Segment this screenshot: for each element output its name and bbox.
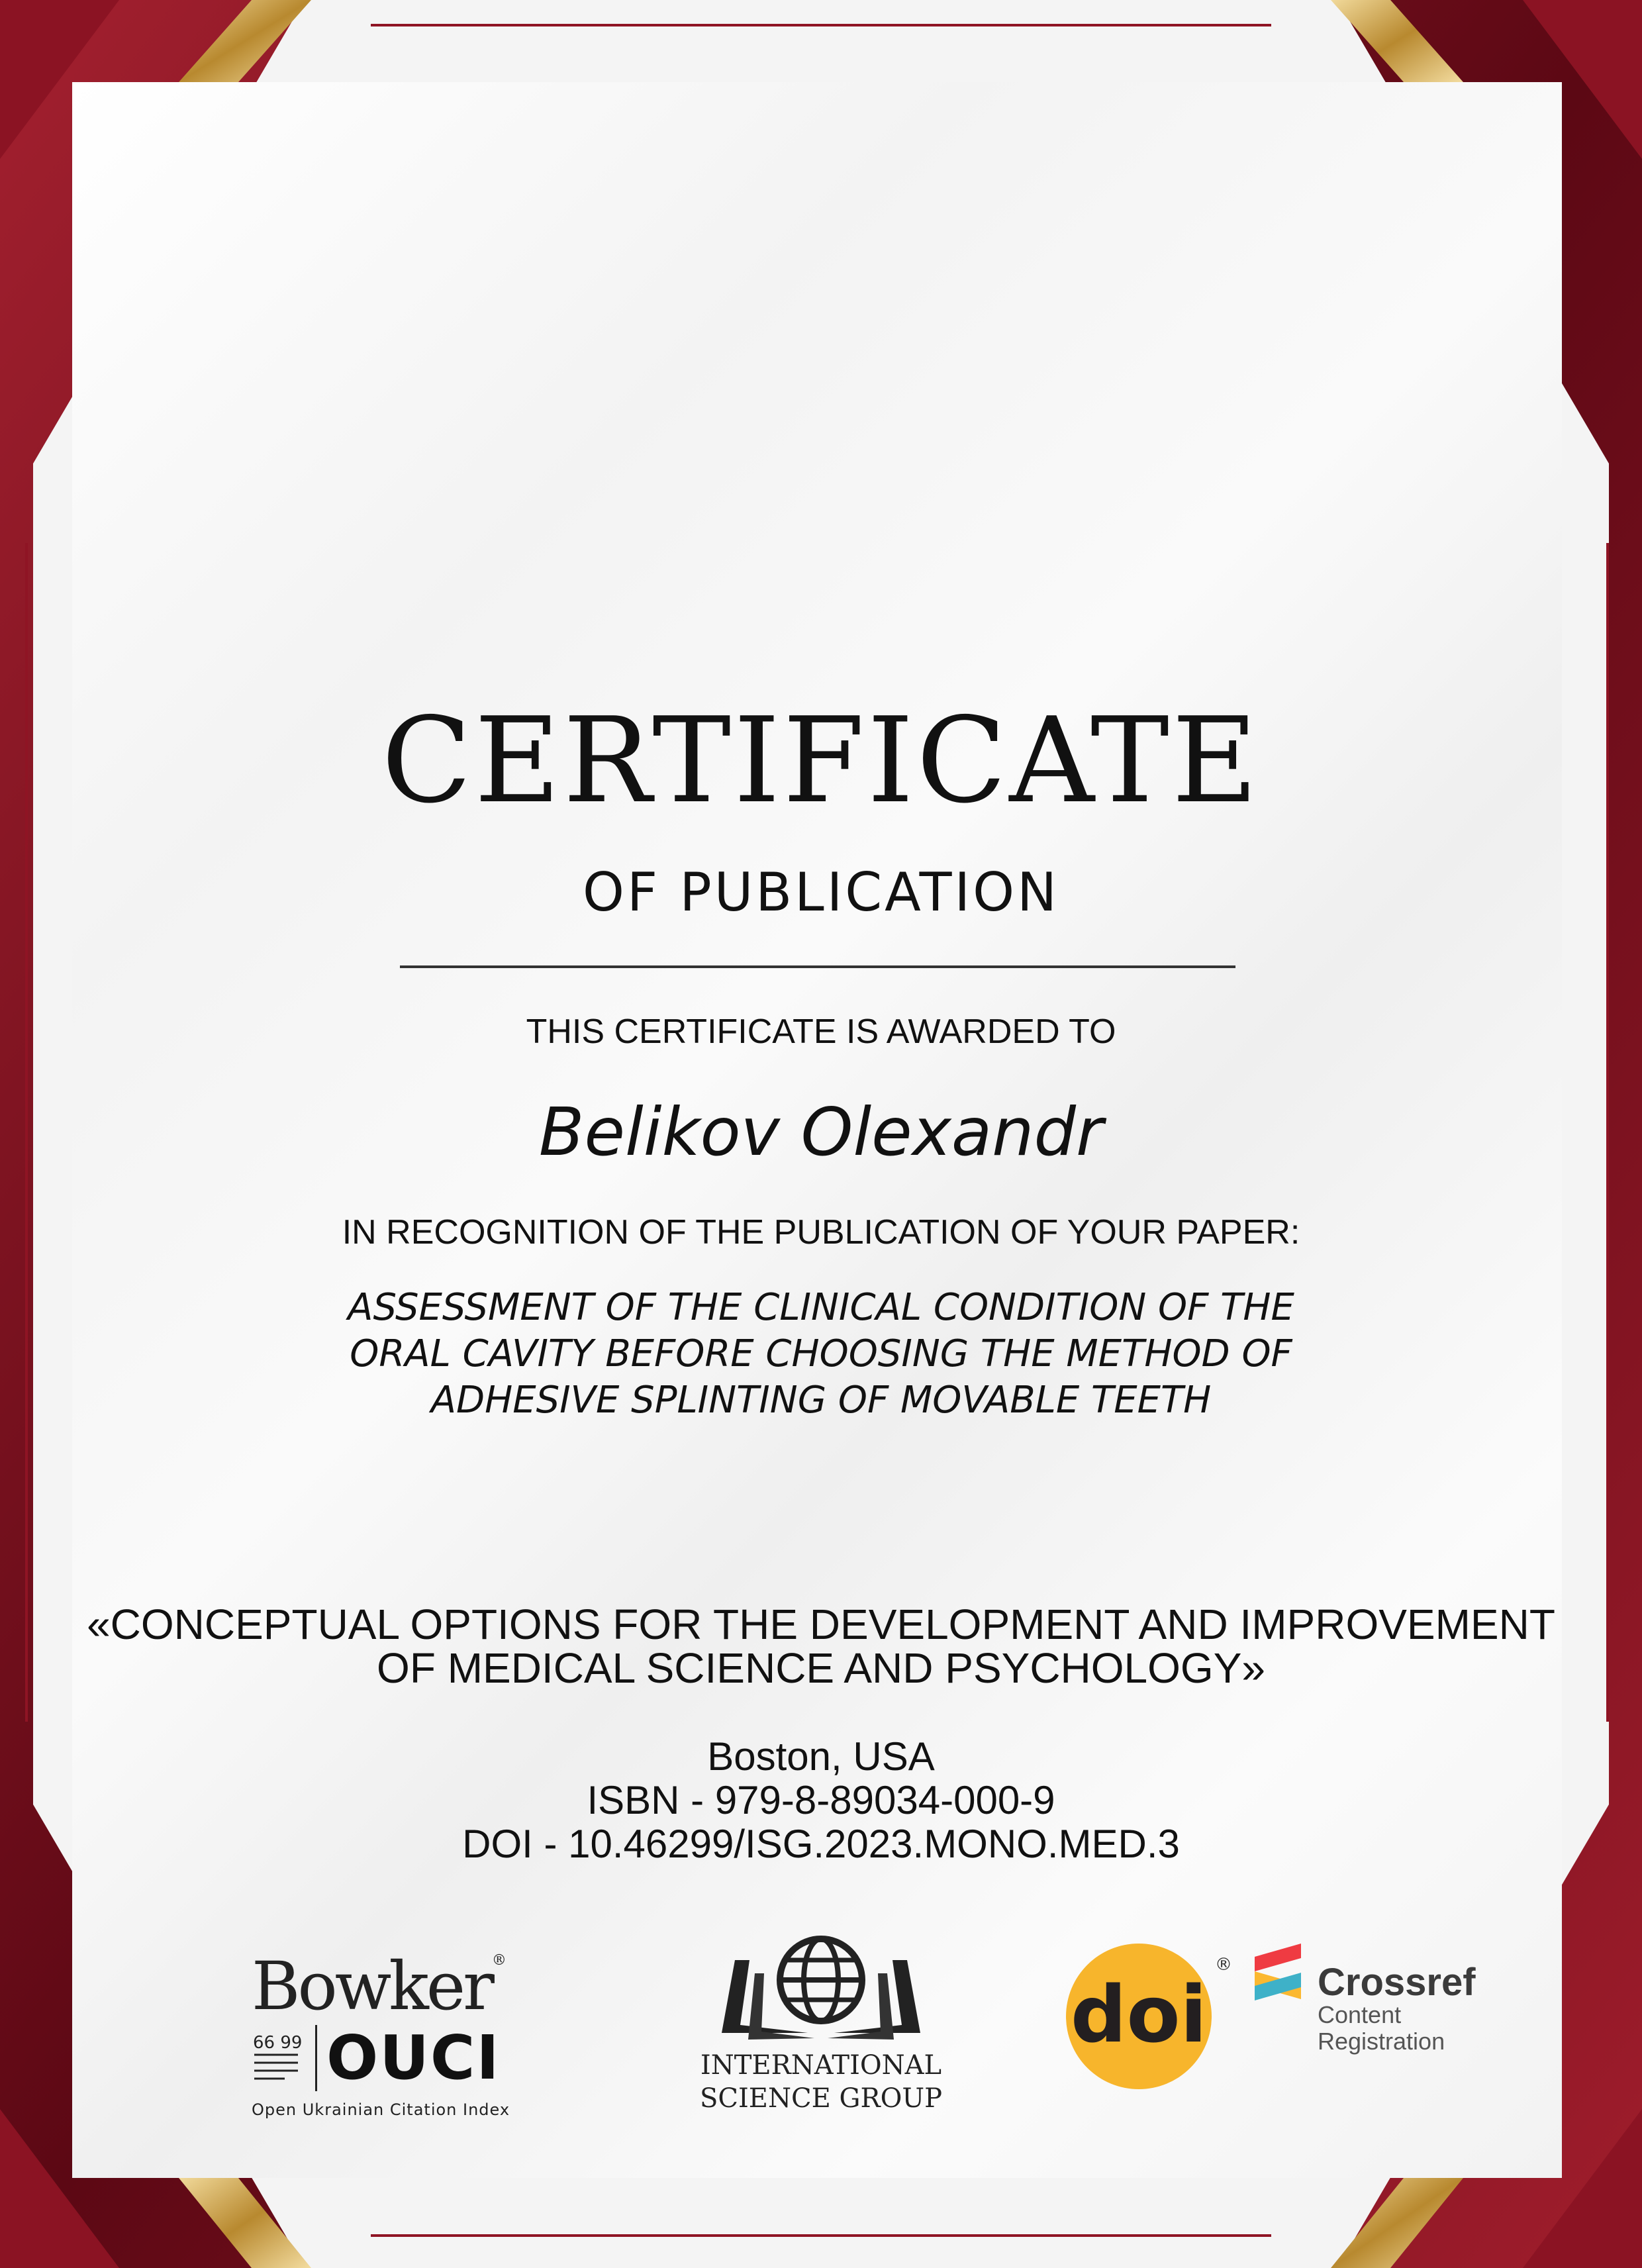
title-divider	[400, 965, 1235, 968]
conference-title	[0, 1602, 1642, 1690]
ouci-caption: Open Ukrainian Citation Index	[252, 2100, 510, 2119]
paper-title-line: ADHESIVE SPLINTING OF MOVABLE TEETH	[430, 1379, 1212, 1422]
isg-line2: SCIENCE GROUP	[699, 2083, 942, 2114]
publication-details	[0, 1735, 1642, 1866]
paper-title	[0, 1285, 1642, 1424]
doi-number: DOI - 10.46299/ISG.2023.MONO.MED.3	[462, 1822, 1180, 1866]
recognition-label: IN RECOGNITION OF THE PUBLICATION OF YOUR PAPER:	[342, 1213, 1300, 1252]
quote-mark-icon	[252, 2028, 309, 2088]
conference-title-line: OF MEDICAL SCIENCE AND PSYCHOLOGY»	[377, 1644, 1265, 1692]
paper-title-line: ORAL CAVITY BEFORE CHOOSING THE METHOD OF	[350, 1332, 1292, 1375]
bowker-logo: Bowker®	[252, 1948, 504, 2025]
crossref-line1: Content	[1318, 2001, 1402, 2028]
doi-logo	[1066, 1937, 1232, 2096]
certificate-subtitle: OF PUBLICATION	[583, 862, 1059, 923]
bowker-ouci-logo	[252, 1948, 543, 2126]
conference-title-line: «CONCEPTUAL OPTIONS FOR THE DEVELOPMENT AND IMPROVEMENT	[87, 1601, 1555, 1648]
svg-text:®: ®	[1215, 1955, 1232, 1975]
certificate-title: CERTIFICATE	[381, 692, 1261, 829]
paper-title-line: ASSESSMENT OF THE CLINICAL CONDITION OF THE	[348, 1286, 1294, 1329]
awarded-to-label: THIS CERTIFICATE IS AWARDED TO	[526, 1012, 1116, 1051]
crossref-word: Crossref	[1318, 1961, 1476, 2004]
isbn: ISBN - 979-8-89034-000-9	[587, 1778, 1055, 1822]
isg-logo	[689, 1934, 953, 2132]
recipient-name: Belikov Olexandr	[538, 1093, 1104, 1171]
ouci-logo: OUCI	[326, 2022, 501, 2093]
location: Boston, USA	[707, 1734, 935, 1779]
globe-book-icon	[708, 1934, 934, 2046]
crossref-line2: Registration	[1318, 2028, 1445, 2055]
crossref-mark-icon	[1255, 1944, 1308, 2016]
svg-text:66 99: 66 99	[253, 2033, 303, 2053]
svg-text:doi: doi	[1071, 1969, 1207, 2060]
isg-line1: INTERNATIONAL	[700, 2050, 942, 2081]
crossref-logo	[1255, 1944, 1493, 2076]
